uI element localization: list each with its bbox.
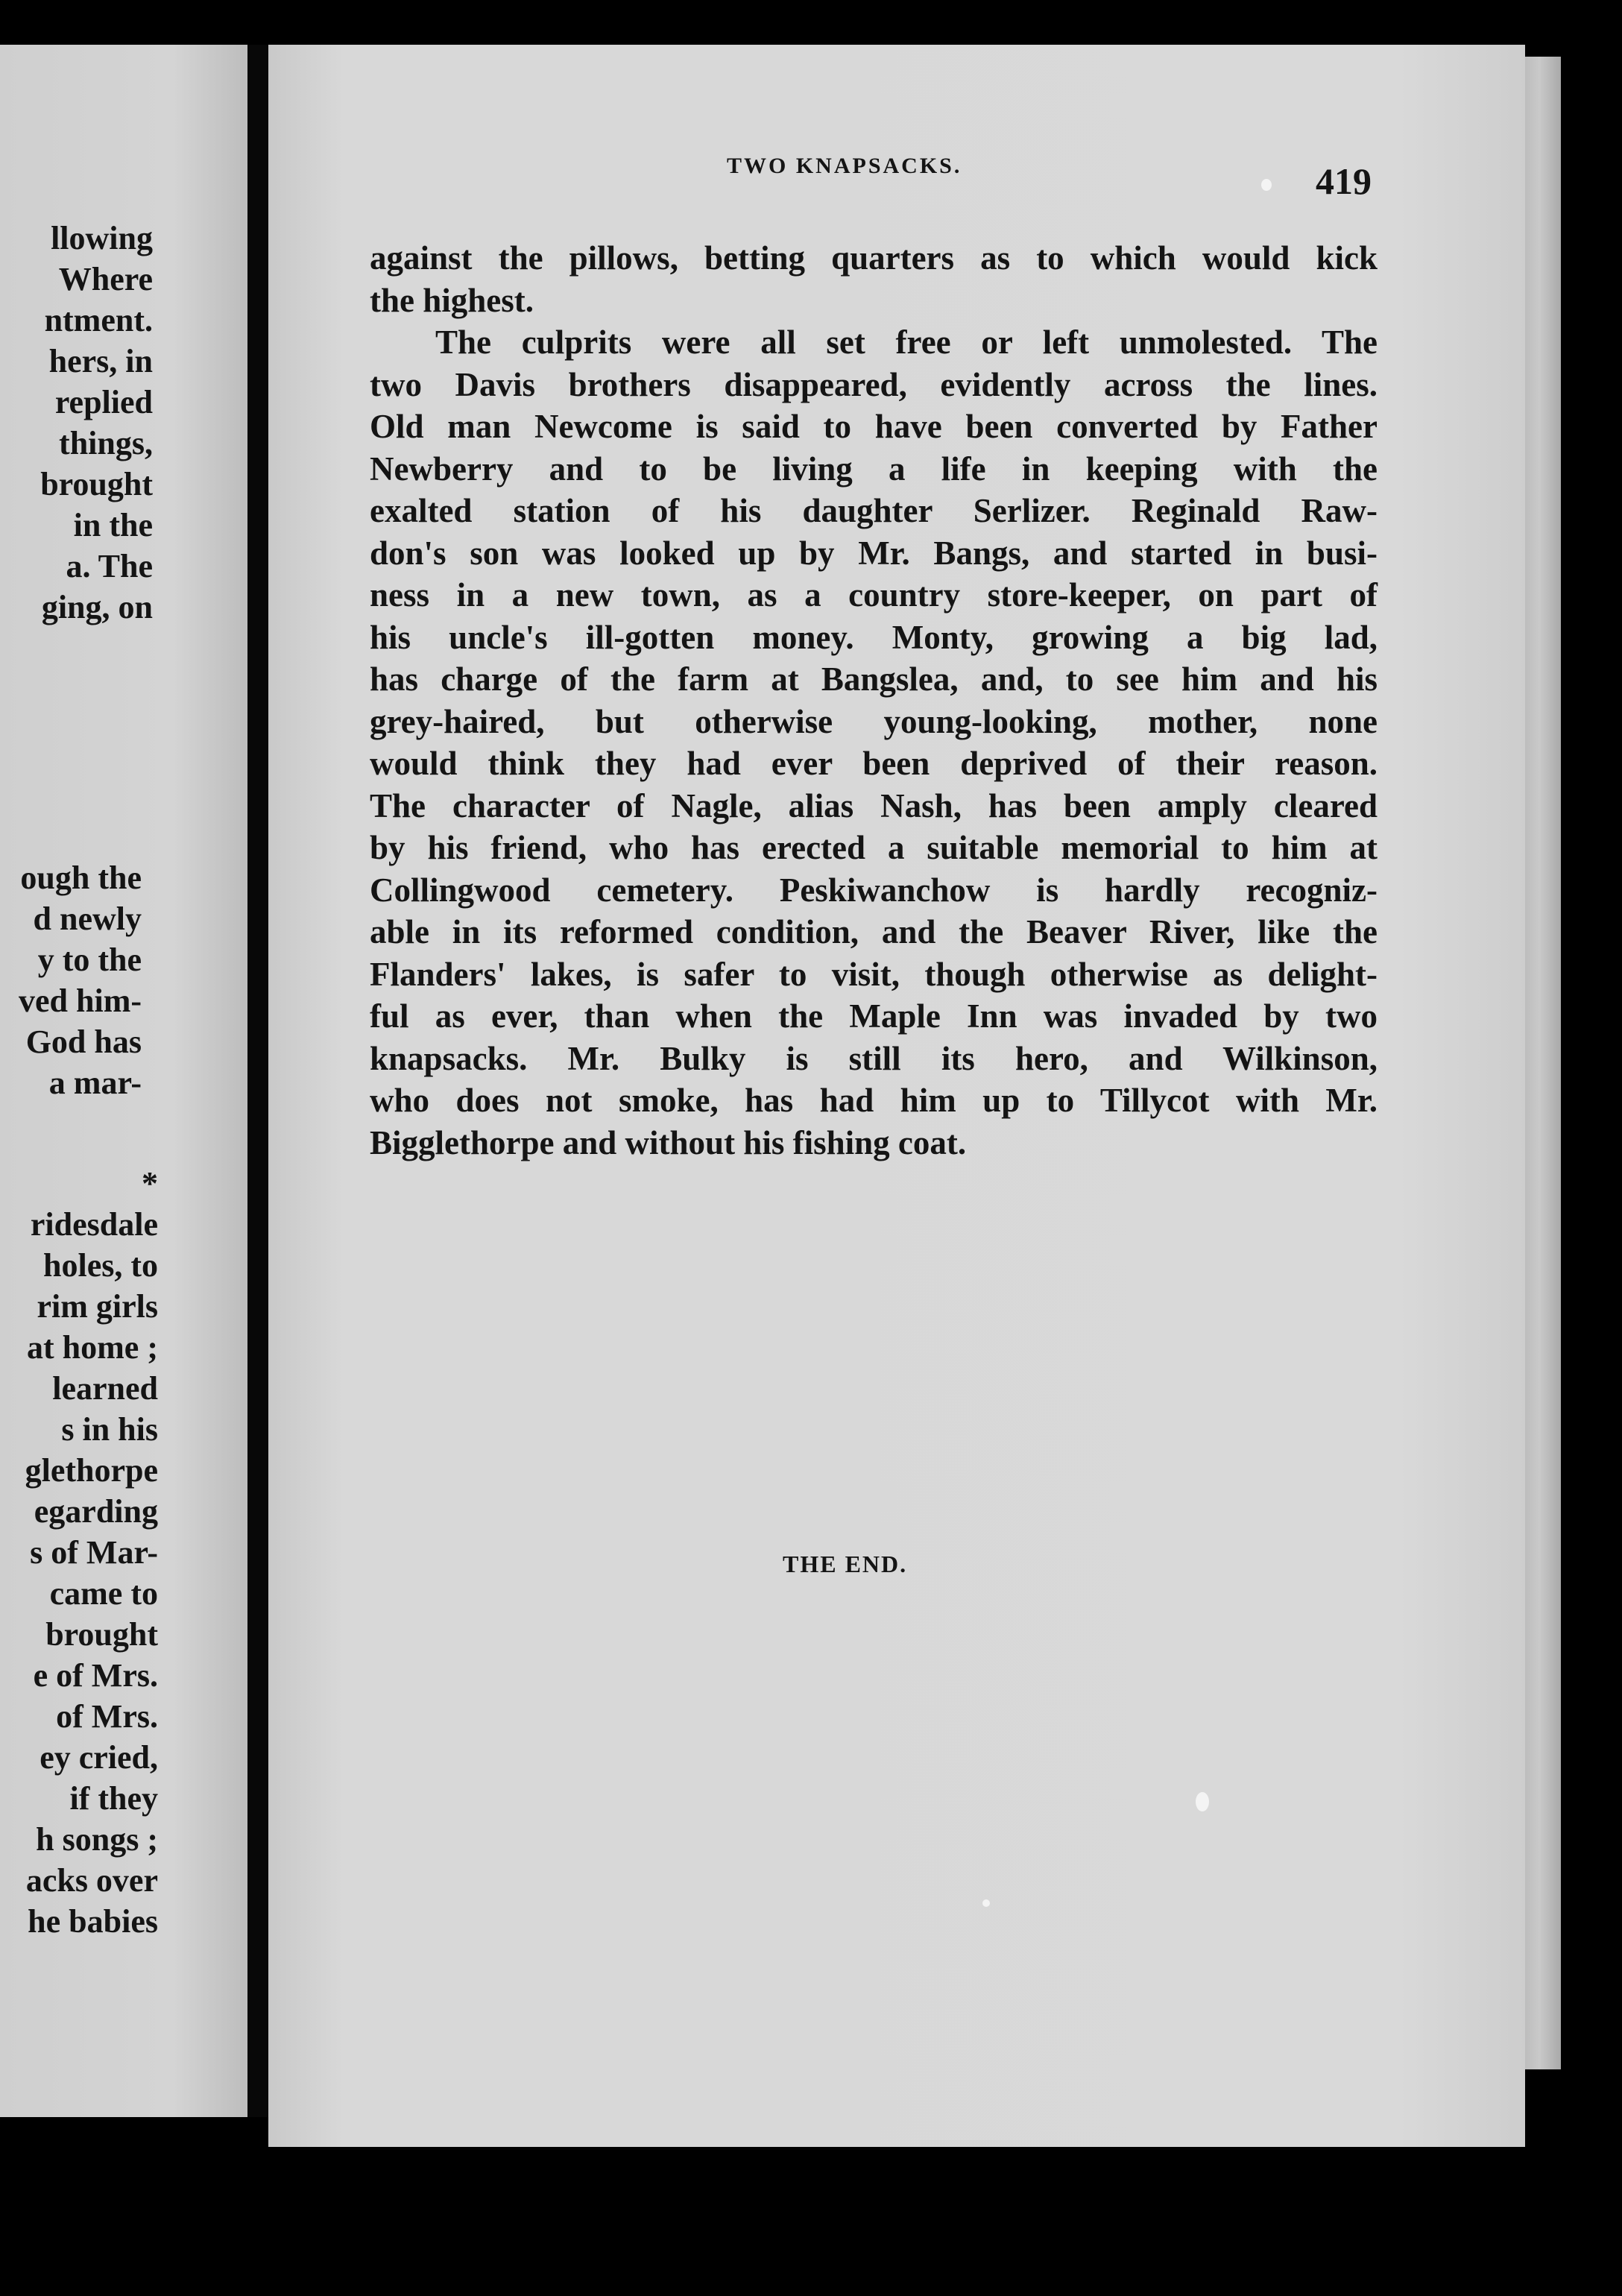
- left-line: glethorpe: [25, 1452, 158, 1489]
- left-line: things,: [59, 425, 153, 461]
- body-paragraphs: [370, 237, 1378, 1164]
- text-line: The culprits were all set free or left unmolested. The: [435, 324, 1378, 361]
- left-line: at home ;: [27, 1329, 158, 1366]
- left-line: a. The: [66, 548, 153, 584]
- text-line: The character of Nagle, alias Nash, has been amply cleared: [370, 786, 1378, 824]
- running-head: TWO KNAPSACKS.: [727, 154, 962, 178]
- left-page-text-fragment-middle: [0, 857, 246, 1103]
- left-page-text-fragment-bottom: [0, 1163, 246, 1942]
- text-line: exalted station of his daughter Serlizer. Reginald Raw-: [370, 492, 1378, 529]
- left-line: d newly: [33, 901, 142, 937]
- text-line: against the pillows, betting quarters as to which would kick: [370, 239, 1378, 277]
- text-line: grey-haired, but otherwise young-looking, mother, none: [370, 702, 1378, 740]
- left-line: rim girls: [37, 1288, 158, 1325]
- left-line: if they: [69, 1780, 158, 1817]
- left-line: ough the: [20, 860, 142, 896]
- scan-speck: [1196, 1792, 1209, 1811]
- text-line: who does not smoke, has had him up to Tillycot with Mr.: [370, 1082, 1378, 1119]
- left-line: acks over: [25, 1862, 158, 1899]
- text-line: the highest.: [370, 281, 534, 319]
- left-line: brought: [45, 1616, 158, 1653]
- left-line: ey cried,: [40, 1739, 158, 1776]
- text-line: his uncle's ill-gotten money. Monty, growing a big lad,: [370, 618, 1378, 656]
- text-line: Collingwood cemetery. Peskiwanchow is hardly recogniz-: [370, 871, 1378, 909]
- left-page-text-fragment-top: [0, 218, 246, 628]
- text-line: has charge of the farm at Bangslea, and, to see him and his: [370, 660, 1378, 698]
- left-line: he babies: [28, 1903, 158, 1940]
- left-line: Where: [58, 261, 153, 297]
- left-line: came to: [49, 1575, 158, 1612]
- text-line: Newberry and to be living a life in keeping with the: [370, 450, 1378, 488]
- left-line: brought: [40, 466, 153, 502]
- left-line: ridesdale: [30, 1206, 158, 1243]
- text-line: knapsacks. Mr. Bulky is still its hero, and Wilkinson,: [370, 1039, 1378, 1077]
- left-line: holes, to: [43, 1247, 158, 1284]
- left-line: s of Mar-: [30, 1534, 158, 1571]
- left-line: ntment.: [44, 302, 153, 338]
- scan-speck: [982, 1899, 990, 1907]
- left-line: *: [142, 1165, 158, 1202]
- scan-speck: [1261, 179, 1272, 191]
- text-line: two Davis brothers disappeared, evidently across the lines.: [370, 365, 1378, 403]
- book-spine: [247, 45, 268, 2117]
- left-line: egarding: [34, 1493, 158, 1530]
- left-line: ved him-: [19, 983, 142, 1019]
- text-line: Flanders' lakes, is safer to visit, though otherwise as delight-: [370, 955, 1378, 993]
- text-line: ful as ever, than when the Maple Inn was invaded by two: [370, 997, 1378, 1035]
- page-number: 419: [1316, 160, 1372, 202]
- left-line: God has: [25, 1024, 142, 1060]
- page-edge-stack: [1525, 57, 1561, 2069]
- left-line: hers, in: [48, 343, 153, 379]
- left-line: y to the: [37, 942, 142, 978]
- text-line: don's son was looked up by Mr. Bangs, and started in busi-: [370, 534, 1378, 572]
- text-line: ness in a new town, as a country store-keeper, on part of: [370, 576, 1378, 614]
- text-line: by his friend, who has erected a suitable memorial to him at: [370, 829, 1378, 866]
- left-line: replied: [54, 384, 153, 420]
- left-line: h songs ;: [36, 1821, 158, 1858]
- closing-the-end: THE END.: [783, 1551, 908, 1577]
- left-line: learned: [52, 1370, 158, 1407]
- text-line: Bigglethorpe and without his fishing coat.: [370, 1123, 967, 1161]
- text-line: Old man Newcome is said to have been converted by Father: [370, 408, 1378, 445]
- left-line: ging, on: [41, 589, 153, 625]
- left-line: a mar-: [48, 1065, 142, 1101]
- left-line: s in his: [61, 1411, 158, 1448]
- left-line: e of Mrs.: [33, 1657, 158, 1694]
- left-line: in the: [73, 507, 153, 543]
- text-line: would think they had ever been deprived of their reason.: [370, 745, 1378, 782]
- text-line: able in its reformed condition, and the Beaver River, like the: [370, 913, 1378, 950]
- left-line: of Mrs.: [56, 1698, 158, 1735]
- left-line: llowing: [51, 220, 153, 256]
